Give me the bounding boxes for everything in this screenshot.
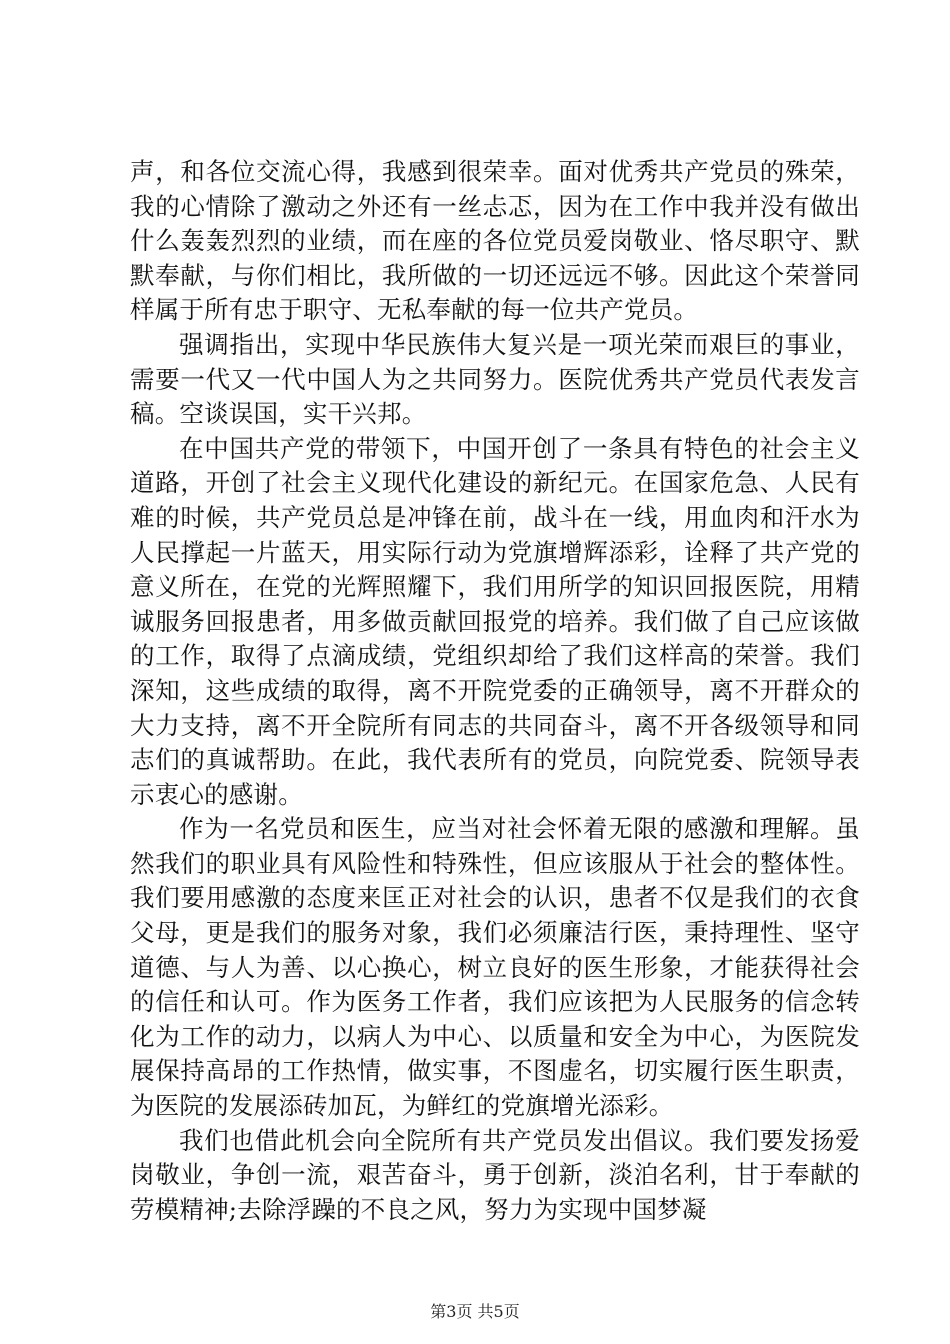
- document-body: [130, 155, 860, 1227]
- page-number-footer: 第3页 共5页: [430, 1302, 520, 1321]
- paragraph-2: 强调指出，实现中华民族伟大复兴是一项光荣而艰巨的事业，需要一代又一代中国人为之共同努力。医院优秀共产党员代表发言稿。空谈误国，实干兴邦。: [130, 329, 860, 429]
- paragraph-4: 作为一名党员和医生，应当对社会怀着无限的感激和理解。虽然我们的职业具有风险性和特殊性，但应该服从于社会的整体性。我们要用感激的态度来匡正对社会的认识，患者不仅是我们的衣食父母，更是我们的服务对象，我们必须廉洁行医，秉持理性、坚守道德、与人为善、以心换心，树立良好的医生形象，才能获得社会的信任和认可。作为医务工作者，我们应该把为人民服务的信念转化为工作的动力，以病人为中心、以质量和安全为中心，为医院发展保持高昂的工作热情，做实事，不图虚名，切实履行医生职责，为医院的发展添砖加瓦，为鲜红的党旗增光添彩。: [130, 814, 860, 1121]
- paragraph-3: 在中国共产党的带领下，中国开创了一条具有特色的社会主义道路，开创了社会主义现代化建设的新纪元。在国家危急、人民有难的时候，共产党员总是冲锋在前，战斗在一线，用血肉和汗水为人民撑起一片蓝天，用实际行动为党旗增辉添彩，诠释了共产党的意义所在，在党的光辉照耀下，我们用所学的知识回报医院，用精诚服务回报患者，用多做贡献回报党的培养。我们做了自己应该做的工作，取得了点滴成绩，党组织却给了我们这样高的荣誉。我们深知，这些成绩的取得，离不开院党委的正确领导，离不开群众的大力支持，离不开全院所有同志的共同奋斗，离不开各级领导和同志们的真诚帮助。在此，我代表所有的党员，向院党委、院领导表示衷心的感谢。: [130, 433, 860, 809]
- paragraph-5: 我们也借此机会向全院所有共产党员发出倡议。我们要发扬爱岗敬业，争创一流，艰苦奋斗，勇于创新，淡泊名利，甘于奉献的劳模精神;去除浮躁的不良之风，努力为实现中国梦凝: [130, 1125, 860, 1224]
- paragraph-1: 声，和各位交流心得，我感到很荣幸。面对优秀共产党员的殊荣，我的心情除了激动之外还有一丝忐忑，因为在工作中我并没有做出什么轰轰烈烈的业绩，而在座的各位党员爱岗敬业、恪尽职守、默默奉献，与你们相比，我所做的一切还远远不够。因此这个荣誉同样属于所有忠于职守、无私奉献的每一位共产党员。: [130, 157, 860, 325]
